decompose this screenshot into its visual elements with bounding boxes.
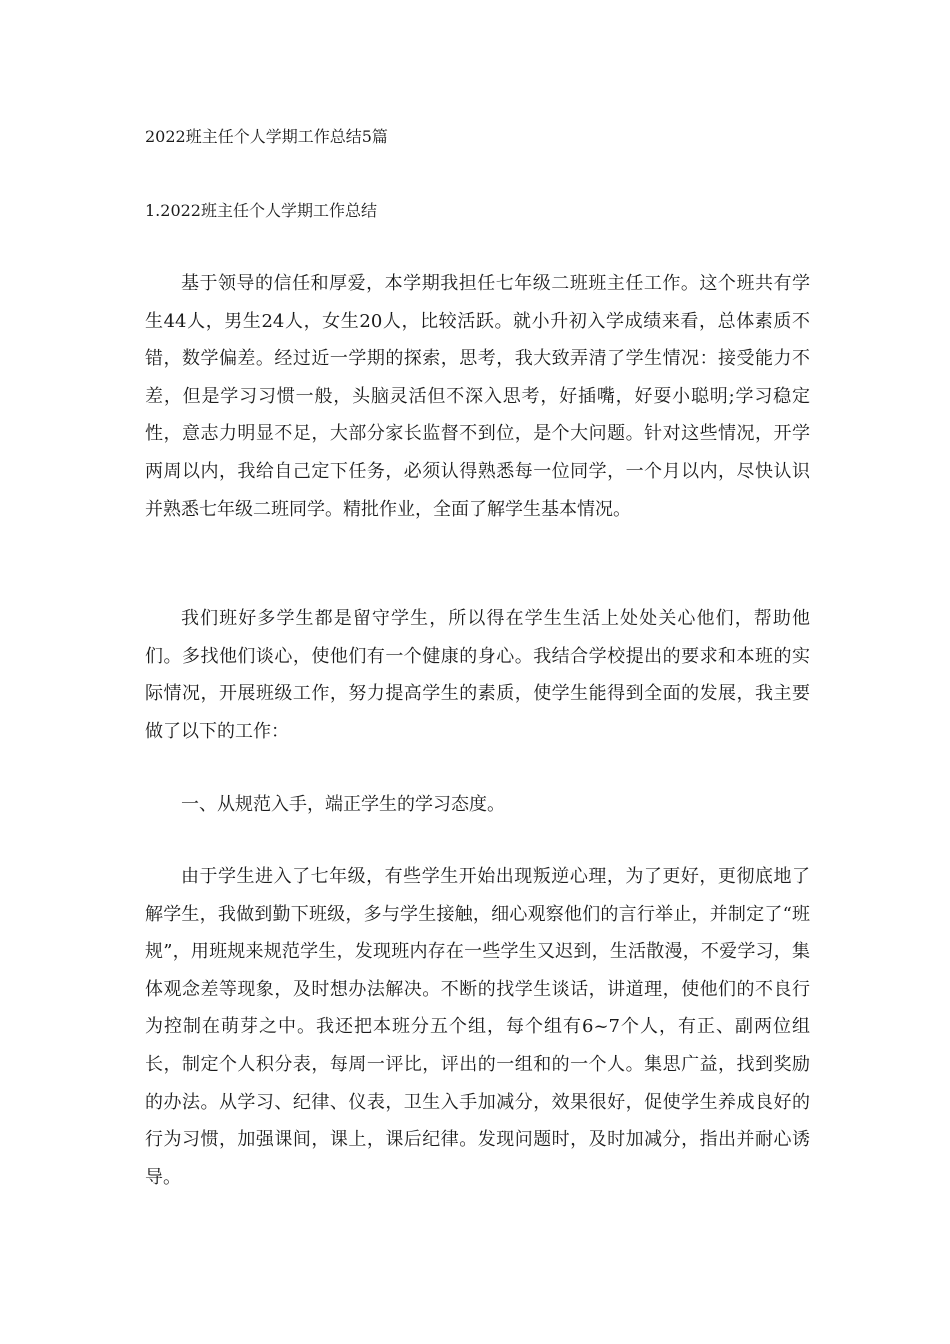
- paragraph-heading-one: 一、从规范入手，端正学生的学习态度。: [181, 794, 505, 815]
- paragraph-care: 我们班好多学生都是留守学生，所以得在学生生活上处处关心他们，帮助他们。多找他们谈心，使他们有一个健康的身心。我结合学校提出的要求和本班的实际情况，开展班级工作，努力提高学生的素质，使学生能得到全面的发展，我主要做了以下的工作：: [145, 608, 810, 742]
- paragraph-intro: 基于领导的信任和厚爱，本学期我担任七年级二班班主任工作。这个班共有学生44人，男生24人，女生20人，比较活跃。就小升初入学成绩来看，总体素质不错，数学偏差。经过近一学期的探索，思考，我大致弄清了学生情况：接受能力不差，但是学习习惯一般，头脑灵活但不深入思考，好插嘴，好耍小聪明;学习稳定性，意志力明显不足，大部分家长监督不到位，是个大问题。针对这些情况，开学两周以内，我给自己定下任务，必须认得熟悉每一位同学，一个月以内，尽快认识并熟悉七年级二班同学。精批作业，全面了解学生基本情况。: [145, 273, 810, 520]
- paragraph-rules: 由于学生进入了七年级，有些学生开始出现叛逆心理，为了更好，更彻底地了解学生，我做到勤下班级，多与学生接触，细心观察他们的言行举止，并制定了“班规”，用班规来规范学生，发现班内存在一些学生又迟到，生活散漫，不爱学习，集体观念差等现象，及时想办法解决。不断的找学生谈话，讲道理，使他们的不良行为控制在萌芽之中。我还把本班分五个组，每个组有6~7个人，有正、副两位组长，制定个人积分表，每周一评比，评出的一组和的一个人。集思广益，找到奖励的办法。从学习、纪律、仪表，卫生入手加减分，效果很好，促使学生养成良好的行为习惯，加强课间，课上，课后纪律。发现问题时，及时加减分，指出并耐心诱导。: [145, 866, 810, 1188]
- section-title: 1.2022班主任个人学期工作总结: [145, 201, 377, 220]
- document-title: 2022班主任个人学期工作总结5篇: [145, 127, 388, 146]
